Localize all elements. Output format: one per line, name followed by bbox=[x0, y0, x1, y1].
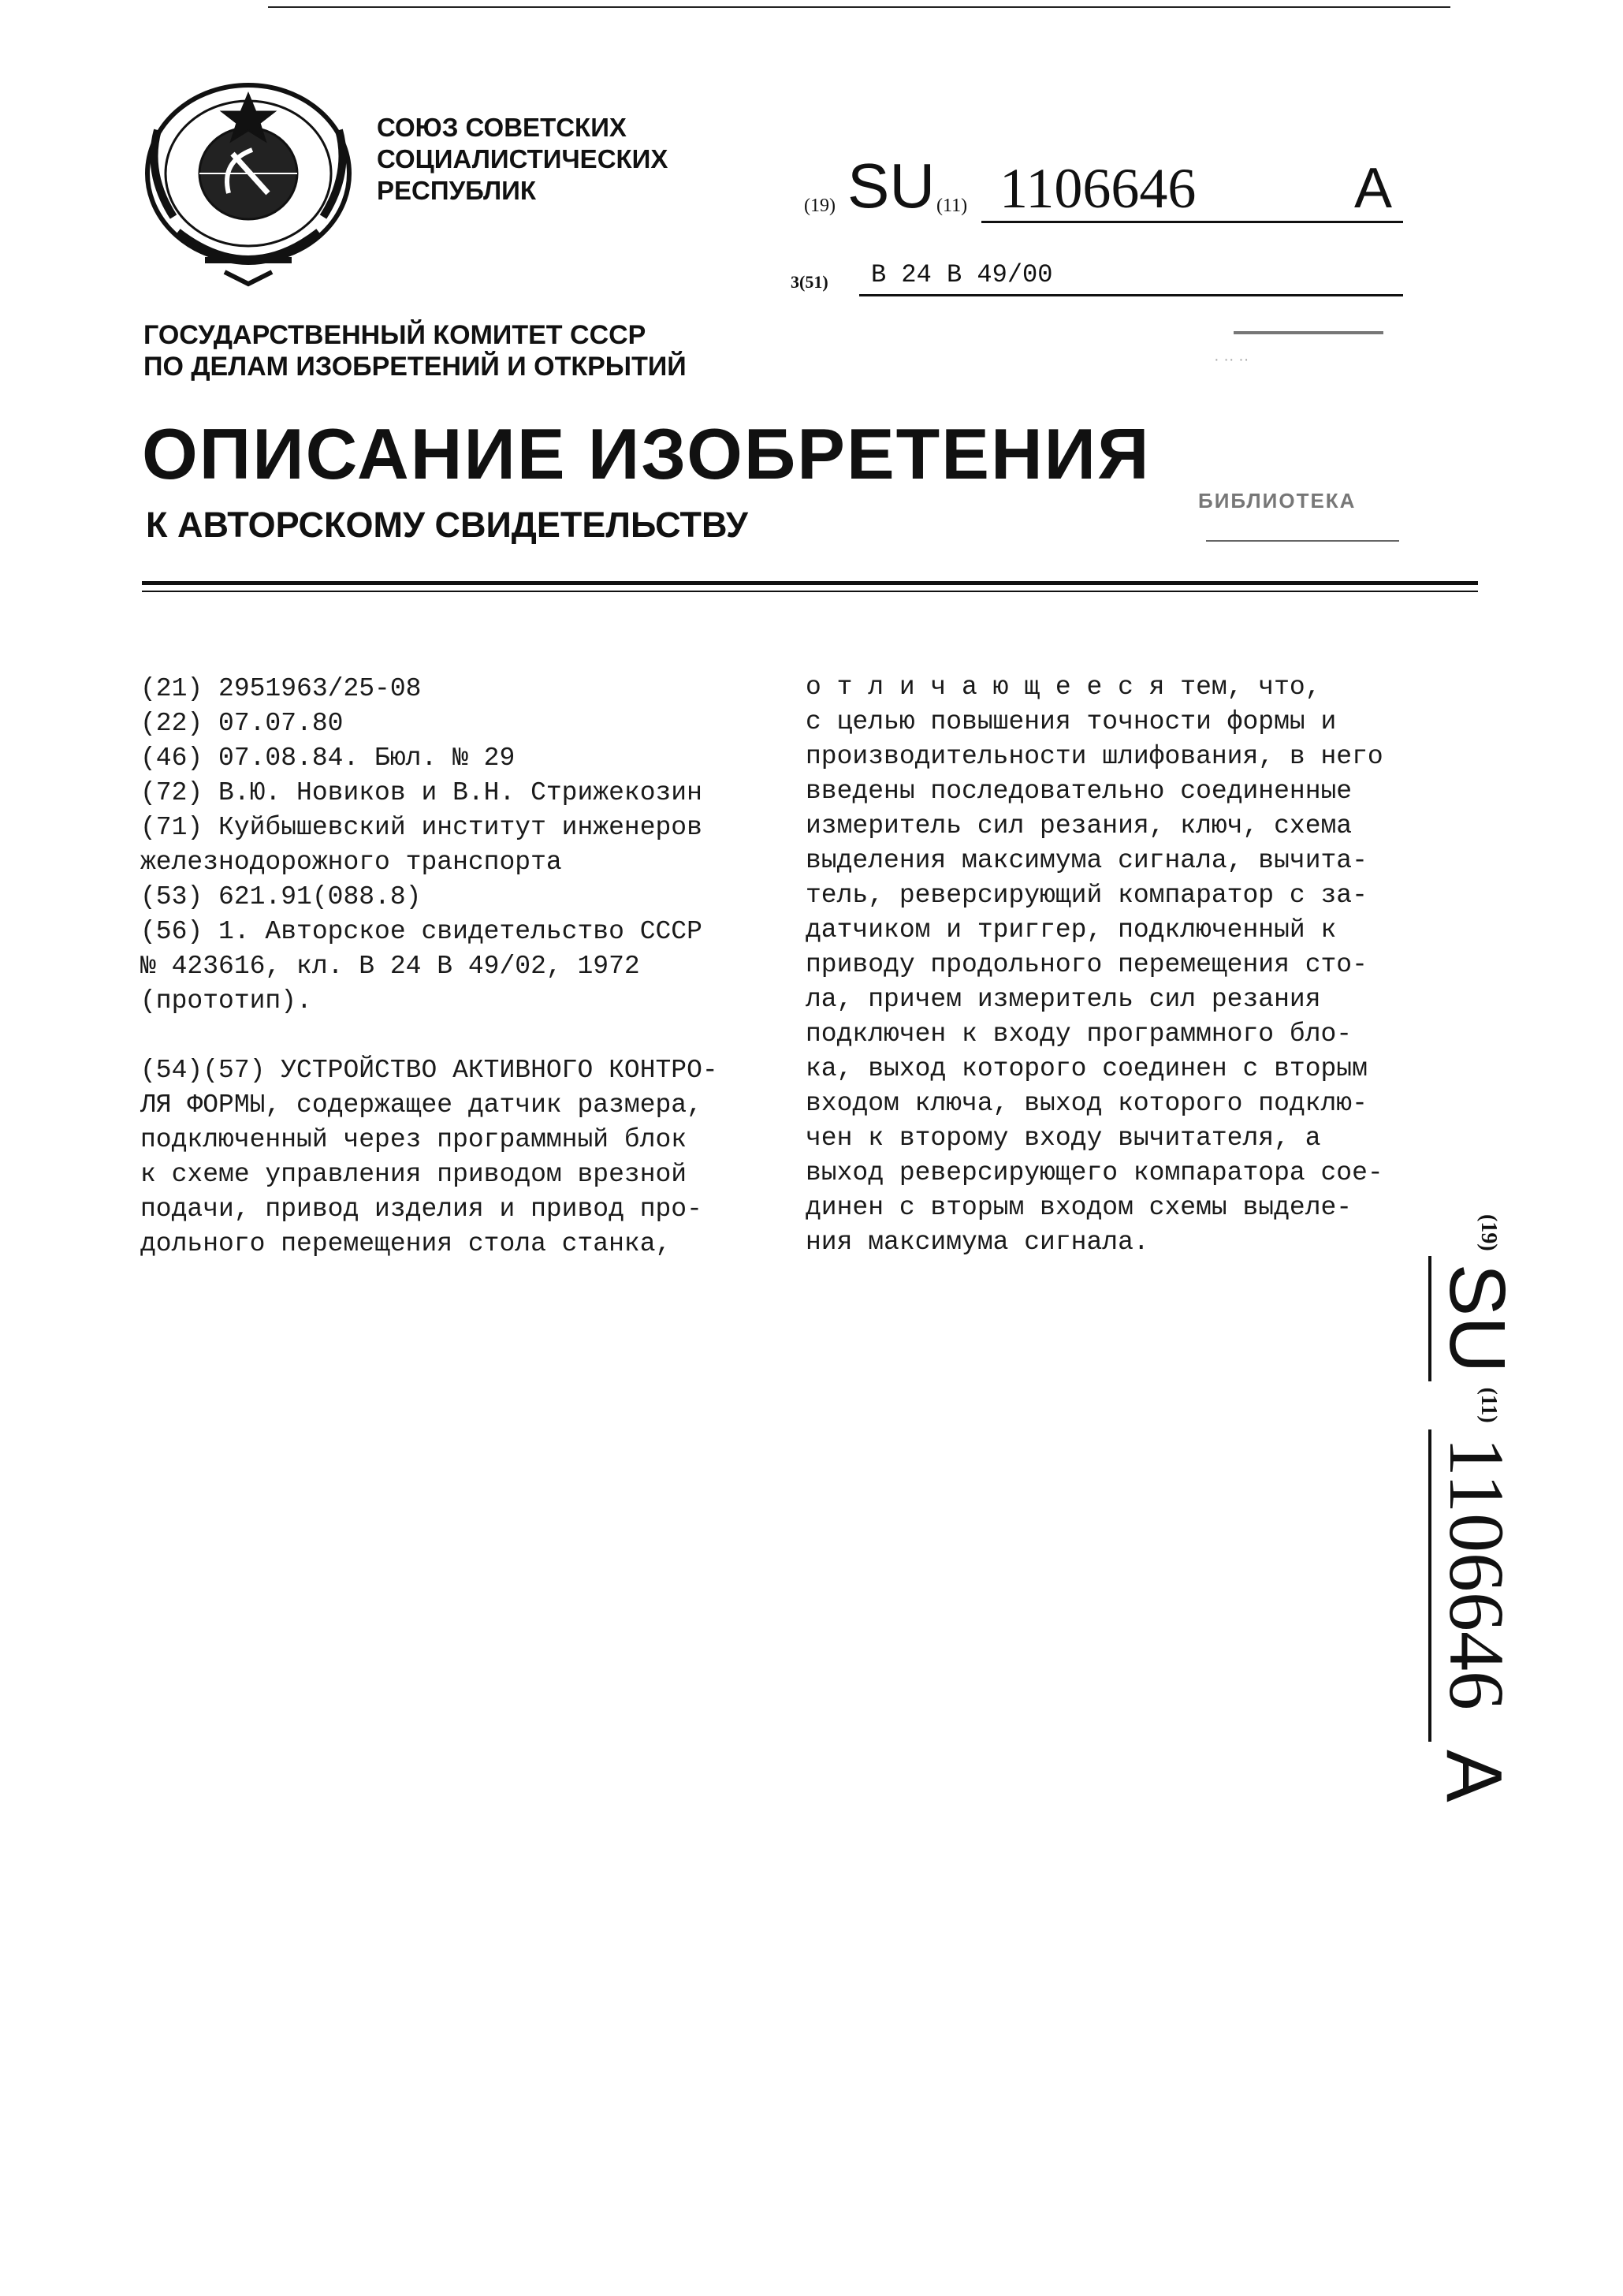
paragraph-gap bbox=[140, 1019, 718, 1053]
biblio-line: (72) В.Ю. Новиков и В.Н. Стрижекозин bbox=[140, 778, 702, 807]
stamp-underline bbox=[1206, 540, 1399, 542]
patent-kind: A bbox=[1354, 157, 1393, 220]
claim-line: датчиком и триггер, подключенный к bbox=[806, 915, 1337, 945]
side-inid-code-11: (11) bbox=[1476, 1387, 1501, 1423]
claim-column bbox=[806, 670, 1383, 1260]
header-rule-thin bbox=[142, 591, 1478, 592]
country-name bbox=[377, 112, 668, 207]
biblio-line: (22) 07.07.80 bbox=[140, 709, 344, 738]
library-stamp: БИБЛИОТЕКА bbox=[1198, 489, 1357, 512]
claim-line: о т л и ч а ю щ е е с я тем, что, bbox=[806, 673, 1321, 702]
bibliographic-column bbox=[140, 672, 718, 1262]
biblio-line: (53) 621.91(088.8) bbox=[140, 882, 422, 911]
ipc-code-label: 3(51) bbox=[791, 272, 828, 292]
biblio-line: (56) 1. Авторское свидетельство СССР bbox=[140, 917, 702, 946]
side-patent-kind: A bbox=[1430, 1749, 1518, 1802]
claim-line: тель, реверсирующий компаратор с за- bbox=[806, 881, 1368, 910]
claim-line: подачи, привод изделия и привод про- bbox=[140, 1195, 702, 1224]
claim-line: дольного перемещения стола станка, bbox=[140, 1229, 672, 1258]
claim-line: чен к второму входу вычитателя, а bbox=[806, 1124, 1321, 1153]
claim-line: ла, причем измеритель сил резания bbox=[806, 985, 1321, 1014]
committee-line-1: ГОСУДАРСТВЕННЫЙ КОМИТЕТ СССР bbox=[143, 320, 646, 350]
top-rule bbox=[268, 6, 1450, 8]
document-subtitle: К АВТОРСКОМУ СВИДЕТЕЛЬСТВУ bbox=[146, 505, 748, 545]
biblio-line: (71) Куйбышевский институт инженеров bbox=[140, 813, 702, 842]
claim-line: динен с вторым входом схемы выделе- bbox=[806, 1193, 1353, 1222]
claim-line: ЛЯ ФОРМЫ, содержащее датчик размера, bbox=[140, 1090, 702, 1120]
claim-line: производительности шлифования, в него bbox=[806, 742, 1383, 771]
patent-number: 1106646 bbox=[999, 157, 1197, 220]
claim-line: выход реверсирующего компаратора сое- bbox=[806, 1158, 1383, 1187]
committee-line-2: ПО ДЕЛАМ ИЗОБРЕТЕНИЙ И ОТКРЫТИЙ bbox=[143, 352, 687, 382]
side-patent-number bbox=[1428, 1214, 1522, 1802]
country-line-3: РЕСПУБЛИК bbox=[377, 176, 537, 205]
claim-line: подключенный через программный блок bbox=[140, 1125, 687, 1154]
claim-line: подключен к входу программного бло- bbox=[806, 1019, 1353, 1049]
side-country-code: SU bbox=[1428, 1256, 1522, 1381]
claim-line: измеритель сил резания, ключ, схема bbox=[806, 811, 1353, 840]
side-inid-code-19: (19) bbox=[1476, 1214, 1501, 1251]
claim-line: приводу продольного перемещения сто- bbox=[806, 950, 1368, 979]
claim-line: (54)(57) УСТРОЙСТВО АКТИВНОГО КОНТРО- bbox=[140, 1056, 718, 1085]
stamp-line bbox=[1234, 331, 1383, 334]
header-rule-thick bbox=[142, 581, 1478, 585]
ipc-classification: В 24 В 49/00 bbox=[871, 260, 1053, 289]
patent-number-underline bbox=[981, 221, 1403, 223]
biblio-line: (прототип). bbox=[140, 986, 312, 1016]
country-line-2: СОЦИАЛИСТИЧЕСКИХ bbox=[377, 144, 668, 173]
biblio-line: (46) 07.08.84. Бюл. № 29 bbox=[140, 744, 516, 773]
claim-line: с целью повышения точности формы и bbox=[806, 707, 1337, 736]
committee-name bbox=[143, 319, 687, 382]
side-patent-number-value: 1106646 bbox=[1428, 1429, 1522, 1742]
ussr-emblem-icon bbox=[134, 75, 363, 288]
claim-line: ка, выход которого соединен с вторым bbox=[806, 1054, 1368, 1083]
document-title: ОПИСАНИЕ ИЗОБРЕТЕНИЯ bbox=[142, 415, 1151, 494]
country-line-1: СОЮЗ СОВЕТСКИХ bbox=[377, 113, 627, 142]
inid-code-19: (19) bbox=[804, 196, 836, 216]
claim-line: ния максимума сигнала. bbox=[806, 1228, 1149, 1257]
country-code: SU bbox=[847, 151, 936, 221]
ipc-underline bbox=[859, 294, 1403, 296]
claim-line: к схеме управления приводом врезной bbox=[140, 1160, 687, 1189]
biblio-line: (21) 2951963/25-08 bbox=[140, 674, 422, 703]
biblio-line: железнодорожного транспорта bbox=[140, 848, 562, 877]
claim-line: выделения максимума сигнала, вычита- bbox=[806, 846, 1368, 875]
claim-line: введены последовательно соединенные bbox=[806, 777, 1353, 806]
claim-line: входом ключа, выход которого подклю- bbox=[806, 1089, 1368, 1118]
inid-code-11: (11) bbox=[936, 196, 968, 216]
stamp-marks: · ·· ·· bbox=[1214, 351, 1249, 368]
biblio-line: № 423616, кл. В 24 В 49/02, 1972 bbox=[140, 952, 640, 981]
